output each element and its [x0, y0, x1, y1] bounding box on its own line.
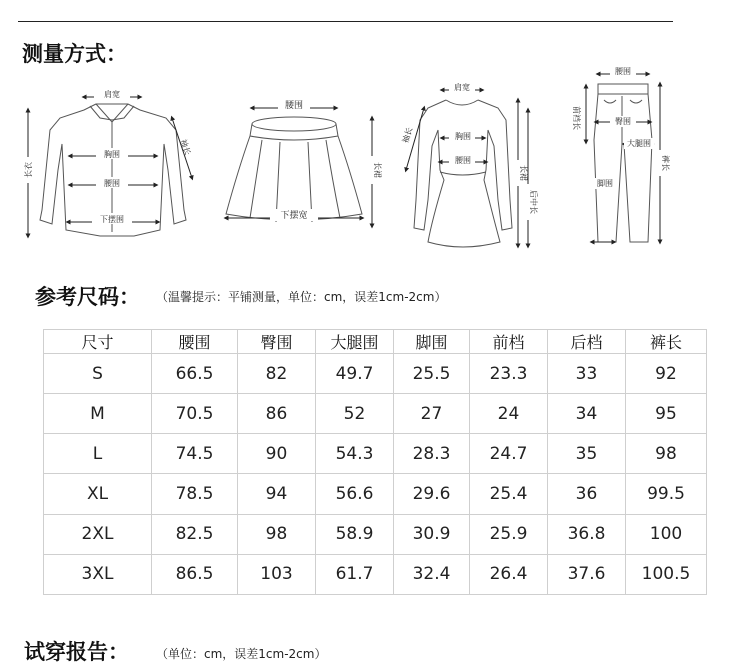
- shirt-label-shoulder: 肩宽: [104, 90, 120, 99]
- measurement-cell: 25.9: [470, 514, 548, 554]
- table-row: [44, 434, 707, 474]
- measurement-cell: 36: [548, 474, 626, 514]
- measurement-cell: 90: [238, 434, 316, 474]
- column-header: 裤长: [626, 330, 707, 354]
- measurement-cell: 32.4: [394, 554, 470, 594]
- size-table: [43, 329, 707, 595]
- measurement-cell: 58.9: [316, 514, 394, 554]
- measurement-cell: 35: [548, 434, 626, 474]
- dress-label-length: 长裙: [519, 165, 528, 181]
- measurement-cell: 33: [548, 354, 626, 394]
- measurement-cell: 82: [238, 354, 316, 394]
- size-cell: S: [44, 354, 152, 394]
- dress-diagram: [414, 100, 512, 247]
- table-row: [44, 514, 707, 554]
- top-divider: [18, 21, 673, 22]
- measurement-cell: 24: [470, 394, 548, 434]
- measurement-cell: 100: [626, 514, 707, 554]
- measurement-cell: 61.7: [316, 554, 394, 594]
- pants-label-front-rise: 前裆长: [572, 106, 581, 130]
- column-header: 后档: [548, 330, 626, 354]
- size-note: （温馨提示：平铺测量，单位：cm，误差1cm-2cm）: [156, 290, 447, 304]
- dress-label-shoulder: 肩宽: [454, 83, 470, 92]
- measurement-cell: 30.9: [394, 514, 470, 554]
- shirt-label-chest: 胸围: [104, 150, 120, 159]
- measurement-cell: 82.5: [152, 514, 238, 554]
- shirt-label-sleeve: 袖长: [178, 138, 193, 157]
- skirt-diagram: [226, 117, 362, 222]
- measurement-cell: 70.5: [152, 394, 238, 434]
- size-cell: 2XL: [44, 514, 152, 554]
- measurement-cell: 74.5: [152, 434, 238, 474]
- measurement-cell: 100.5: [626, 554, 707, 594]
- measurement-cell: 27: [394, 394, 470, 434]
- measurement-cell: 95: [626, 394, 707, 434]
- column-header: 脚围: [394, 330, 470, 354]
- measurement-cell: 86: [238, 394, 316, 434]
- measurement-cell: 66.5: [152, 354, 238, 394]
- column-header: 腰围: [152, 330, 238, 354]
- measurement-cell: 86.5: [152, 554, 238, 594]
- table-row: [44, 474, 707, 514]
- pants-label-hem: 脚围: [597, 179, 613, 188]
- size-title: 参考尺码：: [35, 285, 140, 309]
- measurement-cell: 78.5: [152, 474, 238, 514]
- pants-label-thigh: 大腿围: [627, 139, 651, 148]
- column-header: 尺寸: [44, 330, 152, 354]
- report-note: （单位：cm，误差1cm-2cm）: [156, 647, 327, 661]
- measurement-cell: 54.3: [316, 434, 394, 474]
- size-cell: L: [44, 434, 152, 474]
- measurement-cell: 52: [316, 394, 394, 434]
- measurement-cell: 49.7: [316, 354, 394, 394]
- measurement-cell: 94: [238, 474, 316, 514]
- measurement-cell: 92: [626, 354, 707, 394]
- skirt-label-hem: 下摆宽: [280, 211, 308, 221]
- measurement-cell: 56.6: [316, 474, 394, 514]
- column-header: 前档: [470, 330, 548, 354]
- size-cell: M: [44, 394, 152, 434]
- measurement-cell: 98: [238, 514, 316, 554]
- measurement-cell: 23.3: [470, 354, 548, 394]
- measurement-cell: 29.6: [394, 474, 470, 514]
- dress-label-sleeve: 袖长: [400, 126, 415, 145]
- size-cell: 3XL: [44, 554, 152, 594]
- table-header-row: [44, 330, 707, 354]
- size-cell: XL: [44, 474, 152, 514]
- report-title: 试穿报告：: [24, 640, 129, 664]
- dress-label-back-length: 后中长: [529, 190, 538, 214]
- measurement-diagrams: [0, 60, 750, 260]
- measurement-cell: 103: [238, 554, 316, 594]
- measurement-cell: 24.7: [470, 434, 548, 474]
- measurement-cell: 36.8: [548, 514, 626, 554]
- column-header: 大腿围: [316, 330, 394, 354]
- dress-label-chest: 胸围: [455, 132, 471, 141]
- measurement-cell: 25.4: [470, 474, 548, 514]
- measurement-cell: 25.5: [394, 354, 470, 394]
- table-row: [44, 354, 707, 394]
- skirt-label-waist: 腰围: [284, 101, 304, 111]
- measurement-cell: 98: [626, 434, 707, 474]
- shirt-label-length: 长衣: [24, 162, 33, 178]
- measurement-cell: 37.6: [548, 554, 626, 594]
- pants-label-waist: 腰围: [615, 67, 631, 76]
- dress-label-waist: 腰围: [455, 156, 471, 165]
- table-row: [44, 554, 707, 594]
- pants-label-length: 裤长: [661, 155, 670, 171]
- pants-label-hip: 臀围: [615, 117, 631, 126]
- skirt-label-length: 长裙: [373, 162, 382, 178]
- table-row: [44, 394, 707, 434]
- pants-diagram: [594, 84, 652, 242]
- measurement-cell: 99.5: [626, 474, 707, 514]
- measure-title: 测量方式：: [22, 42, 127, 66]
- shirt-label-hem: 下摆围: [100, 215, 124, 224]
- shirt-label-waist: 腰围: [104, 179, 120, 188]
- measurement-cell: 28.3: [394, 434, 470, 474]
- measurement-cell: 34: [548, 394, 626, 434]
- column-header: 臀围: [238, 330, 316, 354]
- measurement-cell: 26.4: [470, 554, 548, 594]
